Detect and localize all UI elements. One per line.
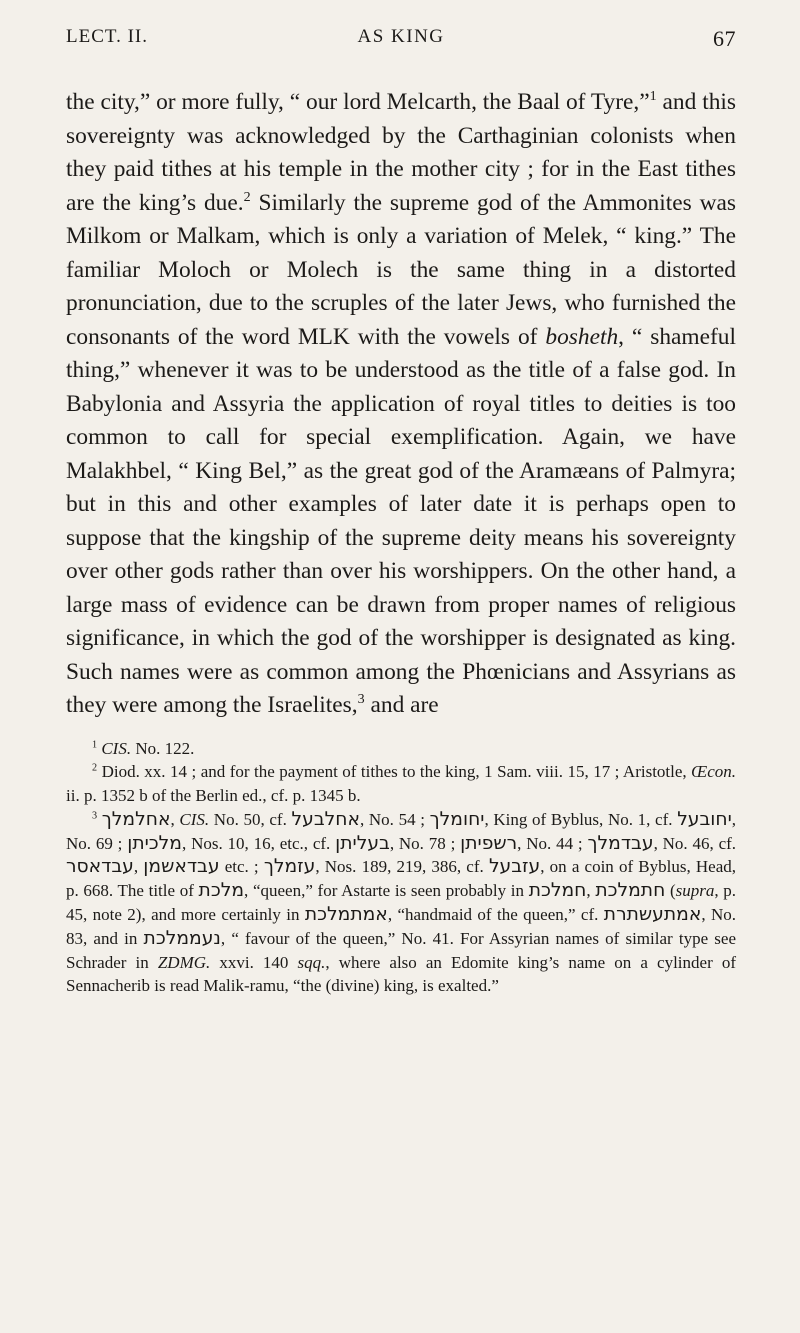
italic-term: supra <box>675 881 715 901</box>
text-run: , No. 83, and in <box>66 905 736 948</box>
footnote-1 <box>66 737 736 761</box>
text-run: , Nos. 10, 16, etc., cf. <box>182 833 336 853</box>
text-run: , <box>586 881 596 901</box>
footnote-ref-3[interactable]: 3 <box>357 691 365 708</box>
text-run: the city,” or more fully, “ our lord Melcarth, the Baal of Tyre,” <box>66 89 650 115</box>
text-run: and this sovereignty was acknowledged by the Carthaginian colonists when they paid tithes at his temple in the mother city ; for in the East tithes are the king’s due. <box>66 89 736 216</box>
text-run: Similarly the supreme god of the Ammonites was Milkom or Malkam, which is only a variation of Melek, “ king.” The familiar Moloch or Molech is the same thing in a distorted pronunciation, due to the scruples of the later Jews, who furnished the consonants of the word MLK with the vowels of <box>66 189 737 350</box>
text-run: , No. 69 ; <box>66 809 737 853</box>
text-run: , No. 46, cf. <box>653 833 737 853</box>
text-run: , No. 78 ; <box>389 833 461 853</box>
main-text <box>66 86 736 723</box>
hebrew-word: אחלבעל <box>291 808 360 830</box>
hebrew-word: עבדמלך <box>587 832 654 854</box>
footnote-3: $^3$ אחלמלך, CIS. No. 50, cf. אחלבעל, No. 54 ; יחומלך, King of Byblus, No. 1, cf. יחובעל, No. 69 ; מלכיתן, Nos. 10, 16, etc., cf. בעליתן, No. 78 ; רשפיתן, No. 44 ; עבדמלך, No. 46, cf. עבדאסר, עבדאשמן etc. ; עזמלך, Nos. 189, 219, 386, cf. עזבעל, on a coin of Byblus, Head, p. 668. The title of מלכת, “queen,” for Astarte is seen probably in חמלכת, חתמלכת (supra, p. 45, note 2), and more certainly in אמתמלכת, “handmaid of the queen,” cf. אמתעשתרת, No. 83, and in נעממלכת, “ favour of the queen,” No. 41. For Assyrian names of similar type see Schrader in ZDMG. xxvi. 140 sqq., where also an Edomite king’s name on a cylinder of Sennacherib is read Malik-ramu, “the (divine) king, is exalted.” <box>66 808 737 996</box>
footnote-ref-2[interactable]: 2 <box>243 188 251 205</box>
body-paragraph <box>66 86 736 723</box>
text-run: ii. p. 1352 b of the Berlin ed., cf. p. 1345 b. <box>66 786 361 806</box>
hebrew-word: בעליתן <box>335 832 390 854</box>
text-run: , Nos. 189, 219, 386, cf. <box>315 857 489 877</box>
running-title: AS KING <box>357 26 445 47</box>
hebrew-word: רשפיתן <box>460 832 518 854</box>
text-run: , p. 45, note 2), and more certainly in <box>66 881 737 925</box>
text-run: No. 122. <box>131 738 195 758</box>
abbrev: Œcon. <box>691 762 736 782</box>
hebrew-word: אמתמלכת <box>304 904 388 926</box>
hebrew-word: יחובעל <box>677 808 732 830</box>
text-run: ( <box>665 881 676 901</box>
text-run: , <box>133 857 144 877</box>
hebrew-word: מלכת <box>198 880 245 902</box>
footnote-ref-1[interactable]: 1 <box>649 88 657 105</box>
text-run: No. 50, cf. <box>209 809 292 829</box>
text-run: , “queen,” for Astarte is seen probably in <box>244 881 529 901</box>
text-run: , No. 54 ; <box>359 809 430 829</box>
italic-term: bosheth <box>545 323 619 350</box>
text-run: , “ shameful thing,” whenever it was to be understood as the title of a false god. In Babylonia and Assyria the application of royal titles to deities is too common to call for special exemplification. Again, we have Malakhbel, “ King Bel,” as the great god of the Aramæans of Palmyra; but in this and other examples of later date it is perhaps open to suppose that the kingship of the supreme deity means his sovereignty over other gods rather than over his worshippers. On the other hand, a large mass of evidence can be drawn from proper names of religious significance, in which the god of the worshipper is designated as king. Such names were as common among the Phœnicians and Assyrians as they were among the Israelites, <box>66 323 736 718</box>
hebrew-word: אמתעשתרת <box>603 904 702 926</box>
text-run: , where also an Edomite king’s name on a cylinder of Sennacherib is read Malik-ramu, “the (divine) king, is exalted.” <box>66 952 736 996</box>
text-run: , “handmaid of the queen,” cf. <box>387 905 604 925</box>
text-run: , No. 44 ; <box>517 833 588 853</box>
lecture-label: LECT. II. <box>66 26 148 47</box>
footnote-mark: 2 <box>92 762 98 774</box>
italic-term: sqq. <box>297 952 326 972</box>
text-run: xxvi. 140 <box>210 952 298 972</box>
footnote-mark: 3 <box>92 810 98 822</box>
footnotes <box>66 737 736 999</box>
footnote-mark: 1 <box>92 738 98 750</box>
hebrew-word: עזבעל <box>488 856 541 878</box>
footnote-2 <box>66 760 736 808</box>
hebrew-word: עזמלך <box>263 856 316 878</box>
hebrew-word: יחומלך <box>429 808 485 830</box>
text-run: etc. ; <box>219 857 264 877</box>
hebrew-word: מלכיתן <box>127 832 182 854</box>
hebrew-word: חמלכת <box>528 880 587 902</box>
journal-abbrev: ZDMG. <box>157 952 211 972</box>
text-run: , King of Byblus, No. 1, cf. <box>484 809 678 829</box>
abbrev: CIS. <box>179 809 210 829</box>
abbrev: CIS. <box>101 738 132 758</box>
hebrew-word: עבדאשמן <box>143 856 220 878</box>
hebrew-word: חתמלכת <box>595 880 666 902</box>
text-run: and are <box>364 692 439 718</box>
hebrew-word: נעממלכת <box>143 927 221 949</box>
running-header <box>66 26 736 56</box>
hebrew-word: אחלמלך <box>101 808 171 830</box>
text-run: , on a coin of Byblus, Head, p. 668. The title of <box>66 857 736 901</box>
text-run: , “ favour of the queen,” No. 41. For Assyrian names of similar type see Schrader in <box>66 928 736 972</box>
page-number: 67 <box>713 26 736 51</box>
hebrew-word: עבדאסר <box>66 856 134 878</box>
text-run: Diod. xx. 14 ; and for the payment of tithes to the king, 1 Sam. viii. 15, 17 ; Aristotle, <box>97 762 692 782</box>
